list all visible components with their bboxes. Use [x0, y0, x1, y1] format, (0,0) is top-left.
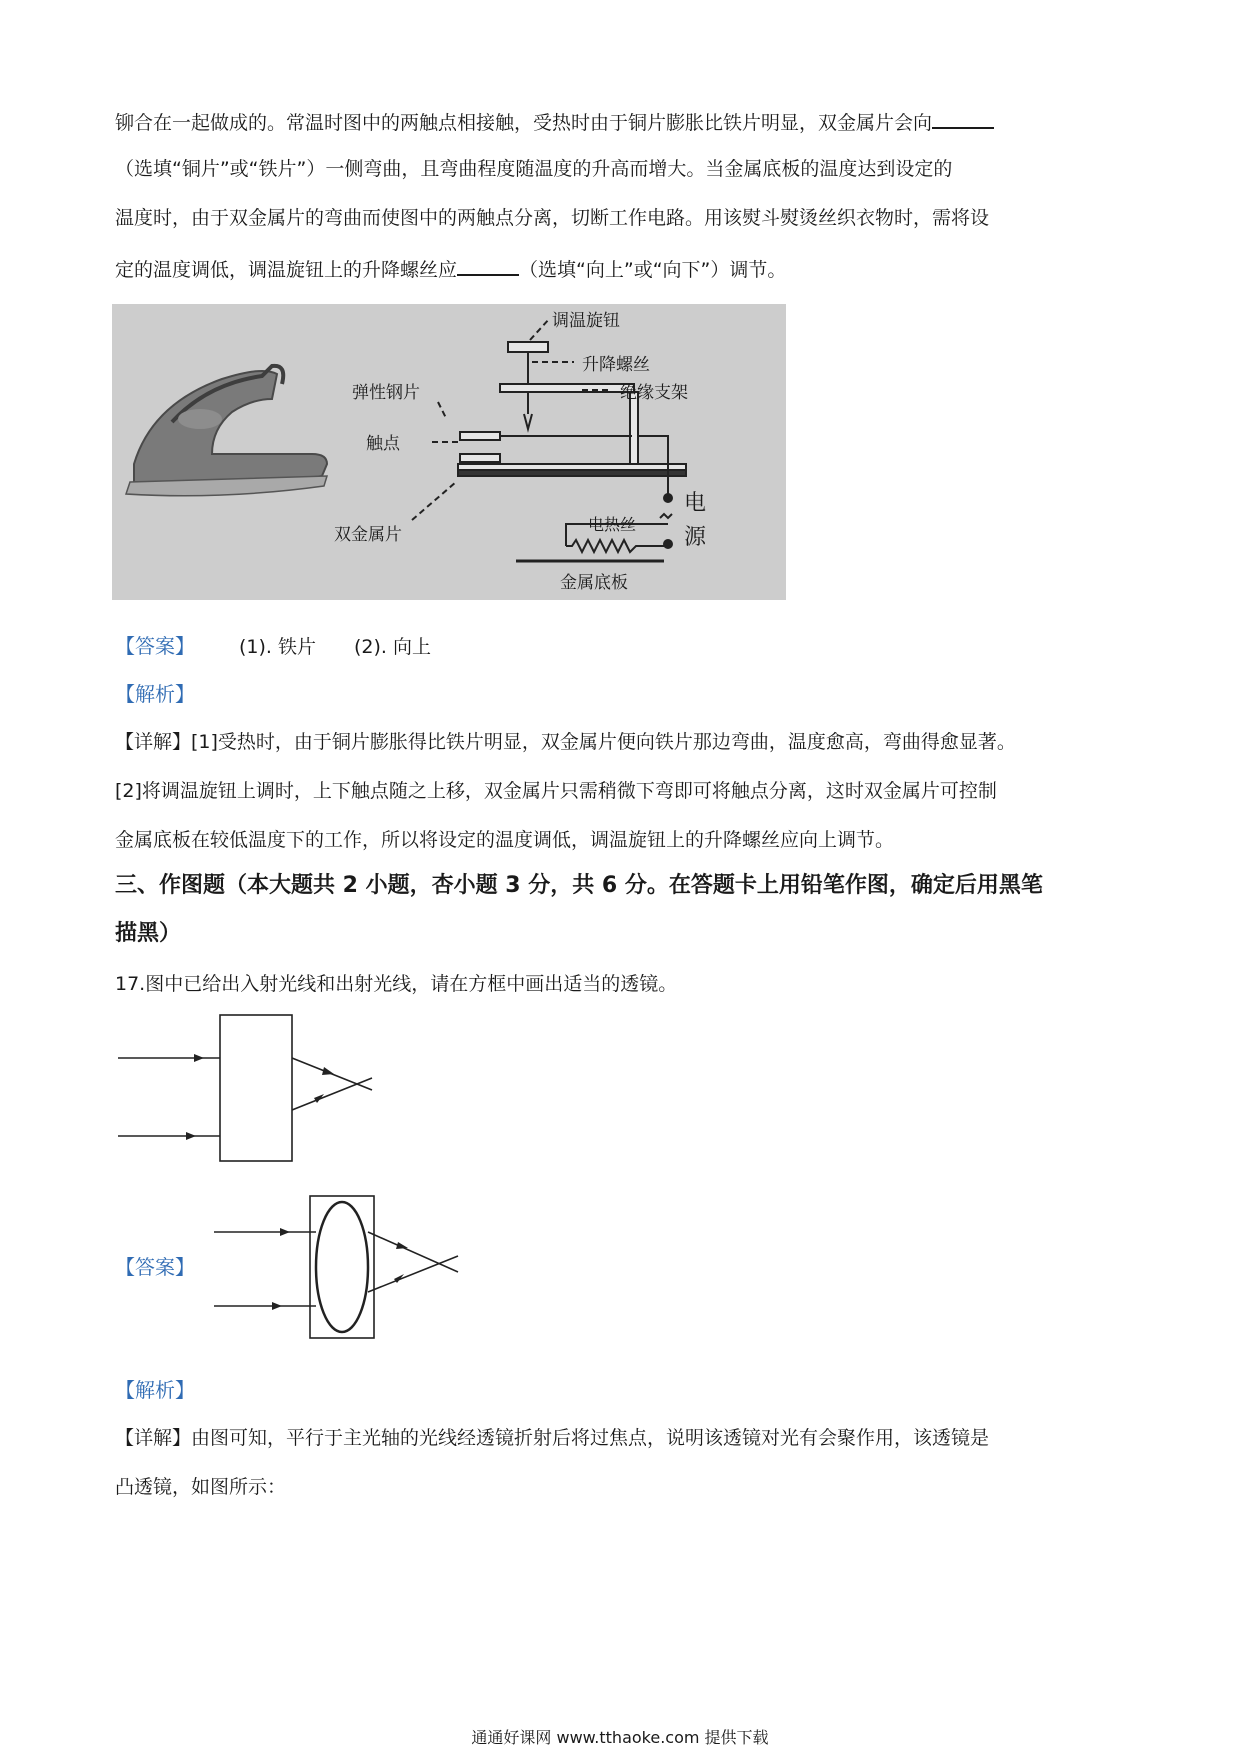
q16-line-4: 定的温度调低，调温旋钮上的升降螺丝应 （选填“向上”或“向下”）调节。	[115, 255, 786, 282]
detail-16-line-3: 金属底板在较低温度下的工作，所以将设定的温度调低，调温旋钮上的升降螺丝应向上调节。	[115, 829, 895, 851]
label-spring: 弹性钢片	[352, 383, 420, 403]
convex-lens-icon	[316, 1202, 368, 1332]
iron-diagram-svg	[112, 304, 786, 600]
detail-17-line-1: 【详解】由图可知，平行于主光轴的光线经透镜折射后将过焦点，说明该透镜对光有会聚作用，该透镜是	[115, 1427, 990, 1449]
detail-17-line-2: 凸透镜，如图所示：	[115, 1476, 287, 1498]
label-screw: 升降螺丝	[582, 355, 650, 375]
label-heater: 电热丝	[588, 515, 637, 534]
label-power-2: 源	[684, 525, 707, 550]
page-footer: 通通好课网 www.tthaoke.com 提供下载	[471, 1728, 769, 1747]
label-knob: 调温旋钮	[552, 311, 620, 331]
answer-item-2: (2). 向上	[354, 636, 431, 658]
detail-16-line-2: [2]将调温旋钮上调时，上下触点随之上移，双金属片只需稍微下弯即可将触点分离，这时双金属片可控制	[115, 780, 997, 802]
q16-line-2: （选填“铜片”或“铁片”）一侧弯曲，且弯曲程度随温度的升高而增大。当金属底板的温度达到设定的	[115, 158, 953, 180]
section-3-heading-line-1: 三、作图题（本大题共 2 小题，杏小题 3 分，共 6 分。在答题卡上用铅笔作图，确定后用黑笔	[115, 873, 1043, 898]
label-base: 金属底板	[560, 573, 628, 593]
answer-blank-1[interactable]	[932, 108, 994, 129]
lens-box	[220, 1015, 292, 1161]
answer-16	[115, 634, 431, 659]
answer-17: 【答案】	[115, 1255, 195, 1279]
section-3-heading-line-2: 描黑）	[115, 921, 182, 946]
q16-line-3: 温度时，由于双金属片的弯曲而使图中的两触点分离，切断工作电路。用该熨斗熨烫丝织衣物时，需将设	[115, 207, 990, 229]
label-contact: 触点	[366, 434, 400, 454]
answer-lens-box	[310, 1196, 374, 1338]
answer-item-1: (1). 铁片	[239, 636, 316, 658]
answer-blank-2[interactable]	[457, 255, 519, 276]
q17-answer-figure	[210, 1192, 470, 1342]
q16-line-1: 铆合在一起做成的。常温时图中的两触点相接触，受热时由于铜片膨胀比铁片明显，双金属片会向	[115, 108, 994, 135]
label-bimetal: 双金属片	[334, 525, 402, 545]
analysis-16-tag: 【解析】	[115, 682, 195, 706]
detail-16-line-1: 【详解】[1]受热时，由于铜片膨胀得比铁片明显，双金属片便向铁片那边弯曲，温度愈高，弯曲得愈显著。	[115, 731, 1016, 753]
q17-text: 17.图中已给出入射光线和出射光线，请在方框中画出适当的透镜。	[115, 973, 678, 995]
analysis-17-tag: 【解析】	[115, 1378, 195, 1402]
label-support: 绝缘支架	[620, 383, 688, 403]
label-power-1: 电	[684, 491, 707, 516]
q17-question-figure	[114, 1010, 384, 1170]
iron-thermostat-figure	[112, 304, 786, 600]
answer-tag: 【答案】	[115, 634, 195, 658]
